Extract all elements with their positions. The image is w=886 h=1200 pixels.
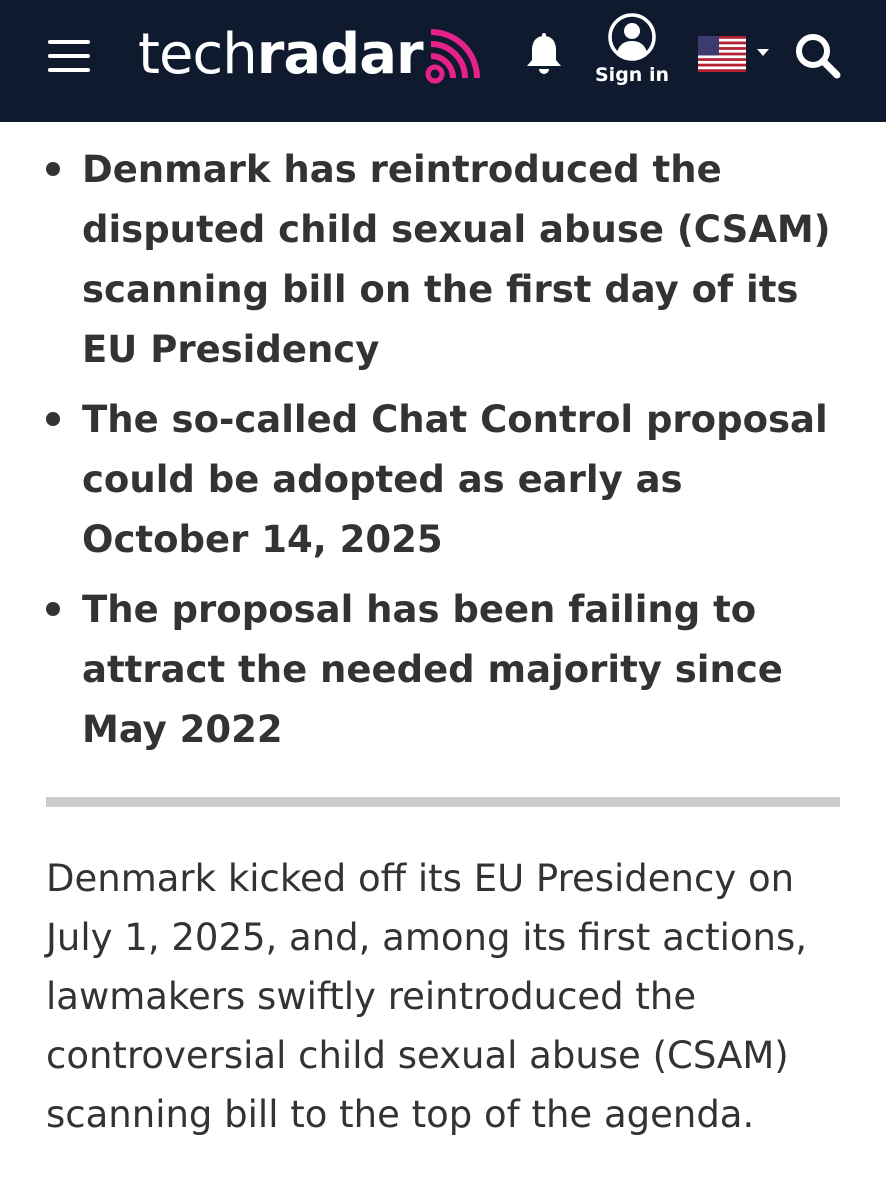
notifications-button[interactable] [522,32,566,76]
us-flag-icon [698,36,746,72]
bullet-point [46,602,60,616]
key-point-item [0,580,886,760]
user-account-icon [607,12,657,62]
sign-in-button[interactable] [594,12,670,90]
logo-text-radar: radar [256,22,423,87]
bullet-point [46,162,60,176]
key-point-item [0,390,886,570]
menu-bar-line [48,54,90,58]
key-point-text: The proposal has been failing to attract the needed majority since May 2022 [82,588,783,751]
menu-bar-line [48,40,90,44]
key-point-item [0,140,886,380]
hamburger-menu-icon[interactable] [46,38,92,74]
search-icon [792,30,842,80]
logo-text-tech: tech [138,22,257,87]
section-divider [46,797,840,807]
search-button[interactable] [792,30,842,80]
key-point-text: The so-called Chat Control proposal could be adopted as early as October 14, 2025 [82,398,828,561]
techradar-logo[interactable] [138,20,481,90]
sign-in-label: Sign in [595,64,669,86]
menu-bar-line [48,68,90,72]
radar-waves-icon [425,28,481,84]
article-paragraph: Denmark kicked off its EU Presidency on July 1, 2025, and, among its first actions, lawmakers swiftly reintroduced the controversial child sexual abuse (CSAM) scanning bill to the top of the agenda. [46,857,808,1136]
region-selector[interactable] [698,34,772,74]
article-key-points [0,140,886,770]
chevron-down-icon [756,48,770,58]
top-navbar [0,0,886,122]
bell-icon [522,32,566,76]
key-point-text: Denmark has reintroduced the disputed child sexual abuse (CSAM) scanning bill on the first day of its EU Presidency [82,148,831,371]
bullet-point [46,412,60,426]
